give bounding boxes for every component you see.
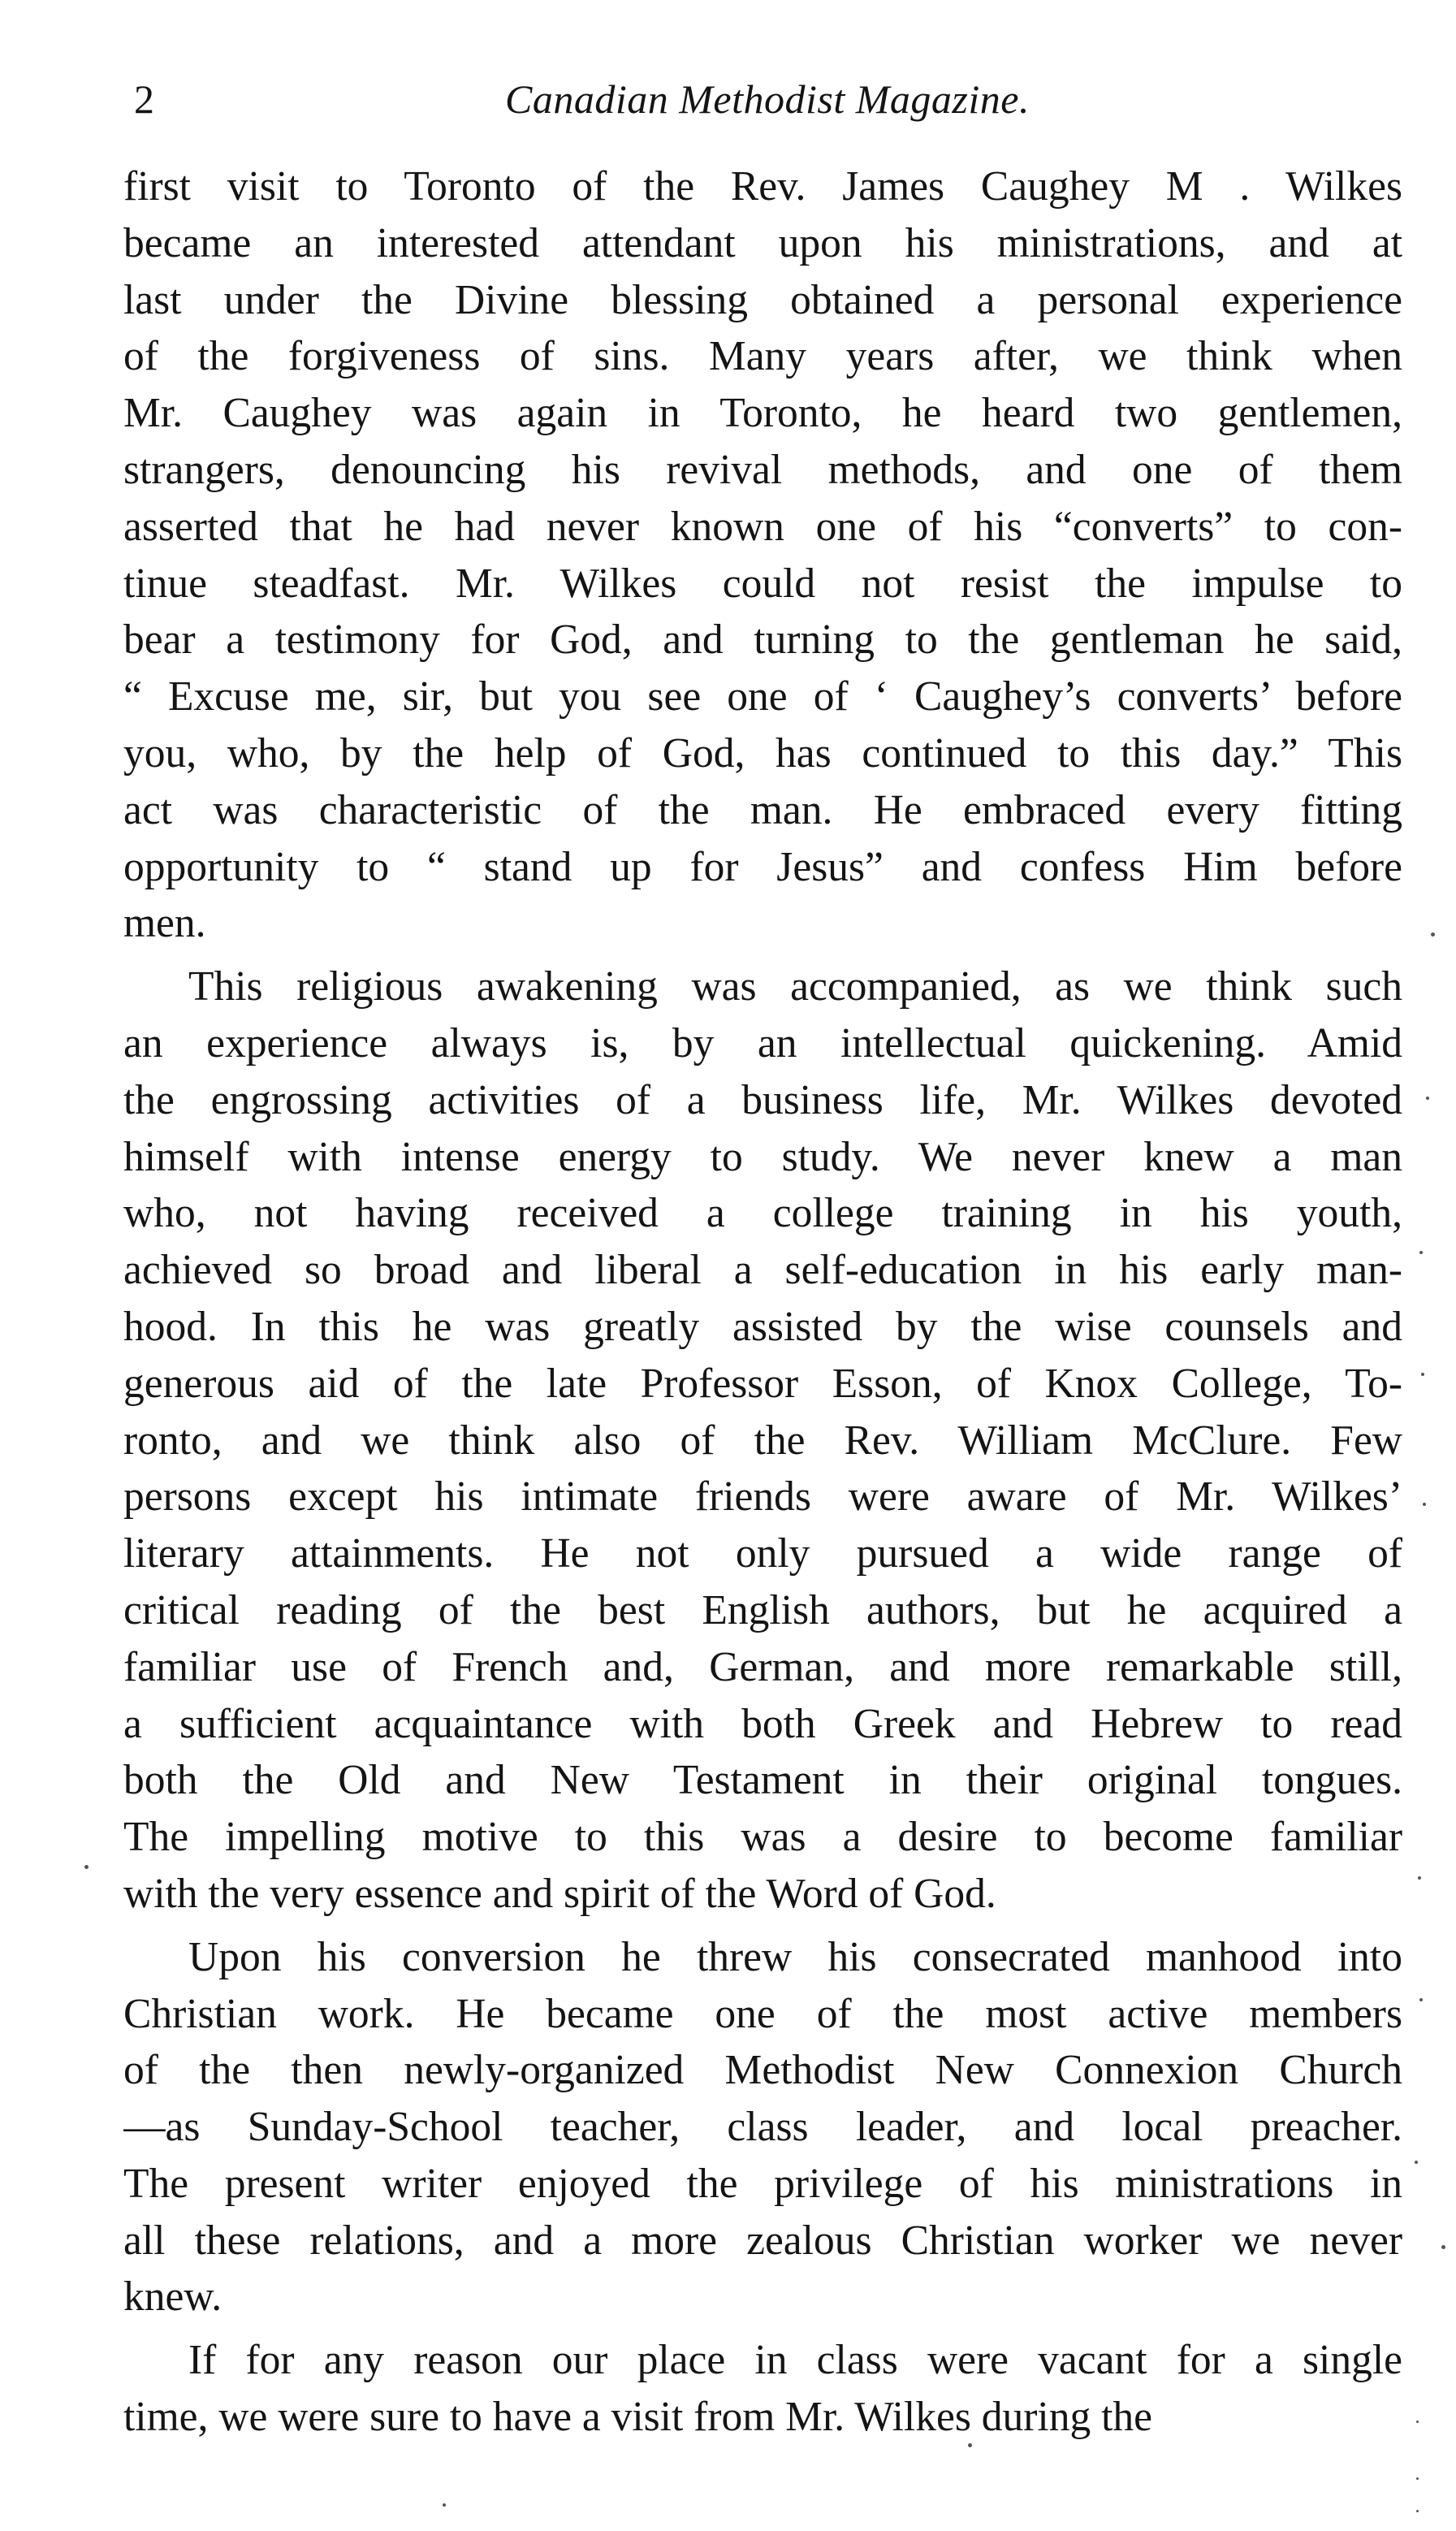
scan-speck [1416, 2477, 1419, 2480]
article-body [123, 158, 1402, 2452]
scan-speck [1415, 2161, 1418, 2164]
text-line: an experience always is, by an intellectual quickening. Amid [123, 1019, 1402, 1066]
text-line: act was characteristic of the man. He embraced every fitting [123, 786, 1402, 833]
scan-speck [1416, 2510, 1419, 2512]
scan-speck [84, 1865, 89, 1869]
running-title: Canadian Methodist Magazine. [505, 76, 1030, 122]
text-line: knew. [123, 2274, 223, 2321]
paragraph [123, 158, 1402, 952]
scan-speck [1416, 2421, 1419, 2423]
text-line: “ Excuse me, sir, but you see one of ‘ Caughey’s converts’ before [123, 673, 1402, 720]
text-line: you, who, by the help of God, has continued to this day.” This [123, 729, 1402, 777]
text-line: ronto, and we think also of the Rev. William McClure. Few [123, 1417, 1402, 1464]
text-line: Upon his conversion he threw his consecrated manhood into [188, 1933, 1402, 1980]
text-line: hood. In this he was greatly assisted by the wise counsels and [123, 1303, 1402, 1350]
text-line: Mr. Caughey was again in Toronto, he heard two gentlemen, [123, 390, 1402, 437]
text-line: of the forgiveness of sins. Many years after, we think when [123, 333, 1402, 380]
text-line: all these relations, and a more zealous Christian worker we never [123, 2217, 1402, 2264]
paragraph [123, 1929, 1402, 2326]
text-line: achieved so broad and liberal a self-education in his early man- [123, 1247, 1402, 1294]
text-line: strangers, denouncing his revival methods, and one of them [123, 446, 1402, 493]
scan-speck [1419, 1998, 1423, 2001]
text-line: Christian work. He became one of the most active members [123, 1990, 1402, 2037]
text-line: who, not having received a college training in his youth, [123, 1190, 1402, 1237]
text-line: generous aid of the late Professor Esson, of Knox College, To- [123, 1360, 1402, 1407]
paragraph [123, 958, 1402, 1923]
text-line: The present writer enjoyed the privilege of his ministrations in [123, 2160, 1402, 2207]
paragraph [123, 2332, 1402, 2446]
text-line: This religious awakening was accompanied, as we think such [188, 963, 1402, 1010]
text-line: himself with intense energy to study. We never knew a man [123, 1133, 1402, 1180]
text-line: both the Old and New Testament in their original tongues. [123, 1757, 1402, 1804]
text-line: became an interested attendant upon his ministrations, and at [123, 219, 1402, 266]
text-line: with the very essence and spirit of the Word of God. [123, 1870, 996, 1917]
scan-speck [443, 2503, 446, 2507]
text-line: bear a testimony for God, and turning to the gentleman he said, [123, 617, 1402, 664]
text-line: persons except his intimate friends were aware of Mr. Wilkes’ [123, 1473, 1402, 1521]
text-line: first visit to Toronto of the Rev. James Caughey M . Wilkes [123, 163, 1402, 210]
page-number: 2 [134, 76, 154, 122]
text-line: If for any reason our place in class were vacant for a single [188, 2337, 1402, 2384]
scan-speck [1418, 1876, 1421, 1880]
text-line: critical reading of the best English authors, but he acquired a [123, 1586, 1402, 1633]
text-line: tinue steadfast. Mr. Wilkes could not resist the impulse to [123, 560, 1402, 607]
scan-speck [1419, 1251, 1423, 1254]
scan-speck [1421, 1373, 1424, 1376]
scan-speck [1423, 1503, 1426, 1506]
scan-speck [1441, 2245, 1445, 2249]
text-line: time, we were sure to have a visit from Mr. Wilkes during the [123, 2394, 1153, 2441]
text-line: a sufficient acquaintance with both Greek and Hebrew to read [123, 1700, 1402, 1747]
text-line: of the then newly-organized Methodist New Connexion Church [123, 2047, 1402, 2094]
text-line: familiar use of French and, German, and more remarkable still, [123, 1643, 1402, 1690]
scan-speck [1431, 932, 1435, 937]
text-line: literary attainments. He not only pursued a wide range of [123, 1530, 1402, 1577]
text-line: men. [123, 900, 206, 947]
text-line: The impelling motive to this was a desire to become familiar [123, 1814, 1402, 1861]
scan-speck [968, 2443, 972, 2447]
text-line: the engrossing activities of a business life, Mr. Wilkes devoted [123, 1076, 1402, 1123]
text-line: last under the Divine blessing obtained a personal experience [123, 276, 1402, 323]
text-line: asserted that he had never known one of his “converts” to con- [123, 503, 1402, 550]
text-line: —as Sunday-School teacher, class leader, and local preacher. [123, 2104, 1402, 2151]
page-header [122, 75, 1413, 140]
scan-speck [1426, 1097, 1429, 1100]
text-line: opportunity to “ stand up for Jesus” and confess Him before [123, 843, 1402, 890]
